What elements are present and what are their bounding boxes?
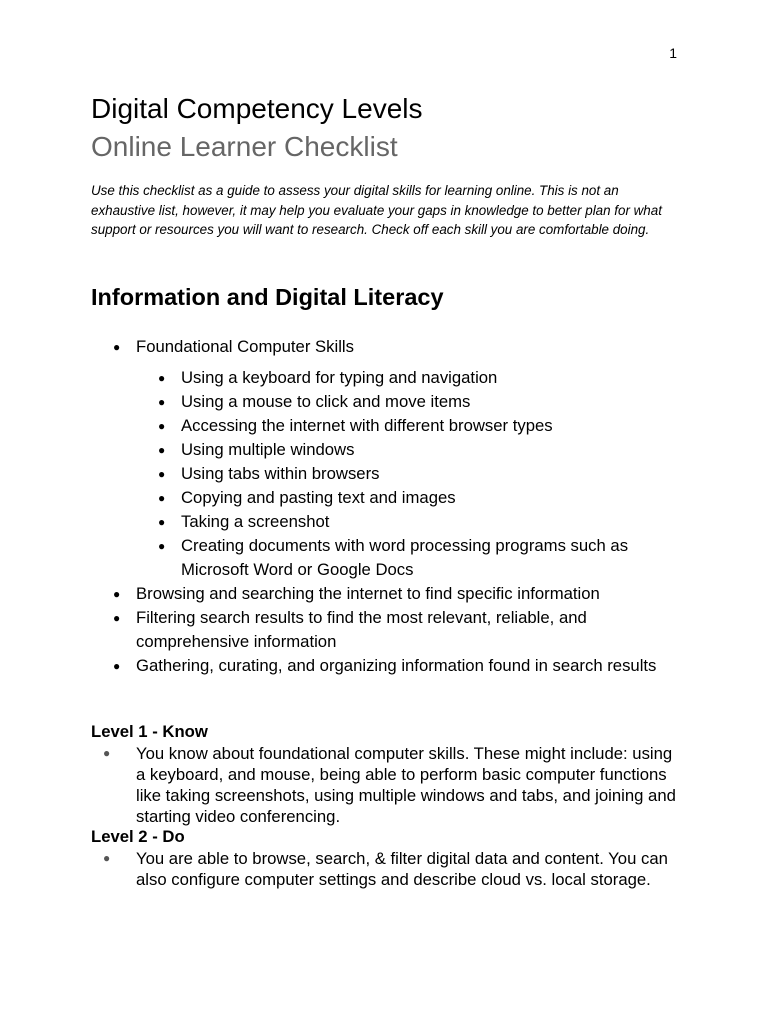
page-number: 1: [669, 45, 677, 61]
intro-paragraph: Use this checklist as a guide to assess your digital skills for learning online. This is not an exhaustive list, however, it may help you evaluate your gaps in knowledge to better plan for what support or resources you will want to research. Check off each skill you are comfortable doing.: [91, 183, 662, 237]
sublist-item: ● Accessing the internet with different browser types: [181, 414, 676, 438]
level-2-description: ● You are able to browse, search, & filter digital data and content. You can also configure computer settings and describe cloud vs. local storage.: [103, 849, 668, 889]
bullet-icon: ●: [158, 419, 166, 433]
bullet-icon: ●: [113, 611, 121, 625]
sublist-item: ● Using a mouse to click and move items: [181, 390, 676, 414]
bullet-icon: ●: [158, 515, 166, 529]
bullet-icon: ●: [158, 371, 166, 385]
bullet-icon: ●: [158, 443, 166, 457]
sublist-item: ● Using tabs within browsers: [181, 462, 676, 486]
list-item: ● Browsing and searching the internet to find specific information: [136, 582, 676, 606]
foundational-sublist: [136, 366, 676, 582]
bullet-icon: ●: [113, 587, 121, 601]
sublist-item: ● Taking a screenshot: [181, 510, 676, 534]
sublist-item: ● Using multiple windows: [181, 438, 676, 462]
section-heading: Information and Digital Literacy: [91, 284, 444, 310]
sublist-item: ● Copying and pasting text and images: [181, 486, 676, 510]
level-2-heading: Level 2 - Do: [91, 827, 185, 846]
bullet-icon: ●: [158, 395, 166, 409]
level-2-list: [103, 848, 676, 890]
list-item: ● Filtering search results to find the most relevant, reliable, and comprehensive information: [113, 608, 587, 651]
skills-list: [113, 335, 676, 678]
bullet-icon: ●: [103, 746, 111, 760]
level-1-list: [103, 743, 676, 827]
bullet-icon: ●: [103, 851, 111, 865]
bullet-icon: ●: [158, 539, 166, 553]
sublist-item: ● Creating documents with word processing programs such as Microsoft Word or Google Docs: [158, 536, 629, 579]
bullet-icon: ●: [113, 340, 121, 354]
list-item: ● Gathering, curating, and organizing information found in search results: [136, 654, 676, 678]
sublist-item: ● Using a keyboard for typing and navigation: [181, 366, 676, 390]
document-title: Digital Competency Levels: [91, 93, 423, 124]
level-1-heading: Level 1 - Know: [91, 722, 208, 741]
bullet-icon: ●: [158, 491, 166, 505]
bullet-icon: ●: [113, 659, 121, 673]
level-1-description: ● You know about foundational computer skills. These might include: using a keyboard, and mouse, being able to perform basic computer functions like taking screenshots, using multiple windows and tabs, and joining and starting video conferencing.: [103, 744, 676, 826]
bullet-icon: ●: [158, 467, 166, 481]
list-item-label: Foundational Computer Skills: [136, 337, 354, 356]
document-subtitle: Online Learner Checklist: [91, 131, 398, 162]
list-item-foundational: [113, 335, 676, 582]
